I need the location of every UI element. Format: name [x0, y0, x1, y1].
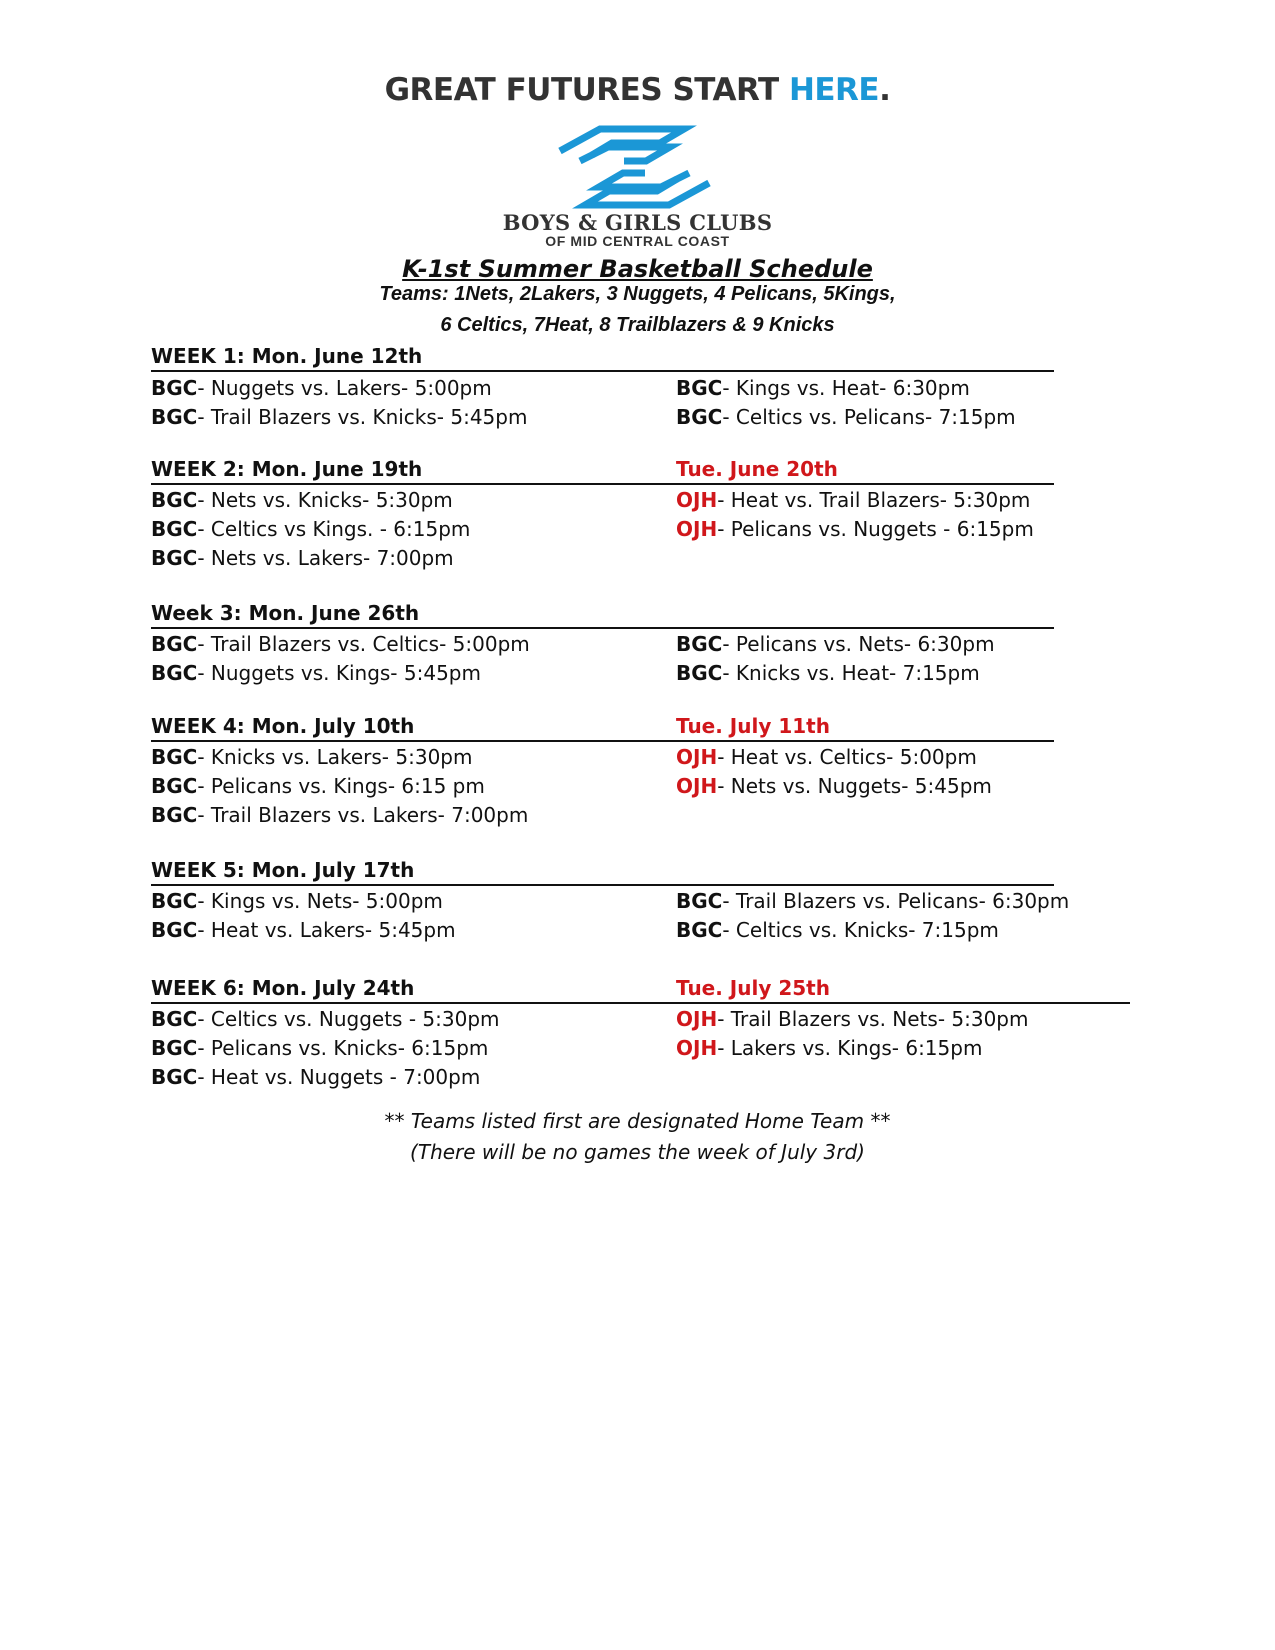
game-location: BGC	[151, 1007, 198, 1031]
tagline-main: GREAT FUTURES START	[384, 72, 789, 108]
game-entry	[151, 918, 456, 942]
game-entry	[151, 774, 485, 798]
week-title: WEEK 1: Mon. June 12th	[151, 344, 423, 368]
teams-line-1: Teams: 1Nets, 2Lakers, 3 Nuggets, 4 Pelicans, 5Kings,	[379, 283, 896, 305]
game-entry	[676, 1036, 982, 1060]
week-title: WEEK 6: Mon. July 24th	[151, 976, 415, 1000]
game-location: OJH	[676, 774, 718, 798]
game-entry	[676, 376, 970, 400]
game-text: - Trail Blazers vs. Celtics- 5:00pm	[197, 632, 530, 656]
game-text: - Trail Blazers vs. Knicks- 5:45pm	[197, 405, 528, 429]
game-text: - Celtics vs. Nuggets - 5:30pm	[197, 1007, 500, 1031]
game-text: - Celtics vs. Knicks- 7:15pm	[722, 918, 999, 942]
game-text: - Nuggets vs. Lakers- 5:00pm	[197, 376, 492, 400]
game-location: OJH	[676, 745, 718, 769]
game-entry	[676, 918, 999, 942]
game-text: - Kings vs. Nets- 5:00pm	[197, 889, 443, 913]
week-title: Week 3: Mon. June 26th	[151, 601, 420, 625]
game-location: BGC	[151, 517, 198, 541]
game-text: - Heat vs. Nuggets - 7:00pm	[197, 1065, 481, 1089]
game-entry	[151, 632, 530, 656]
game-entry	[676, 632, 995, 656]
game-text: - Trail Blazers vs. Lakers- 7:00pm	[197, 803, 529, 827]
game-location: OJH	[676, 488, 718, 512]
boys-girls-clubs-logo-icon	[552, 125, 717, 210]
game-entry	[151, 803, 528, 827]
week-header	[151, 601, 1054, 629]
game-text: - Lakers vs. Kings- 6:15pm	[717, 1036, 983, 1060]
game-entry	[676, 889, 1069, 913]
game-location: BGC	[151, 889, 198, 913]
week-title: WEEK 5: Mon. July 17th	[151, 858, 415, 882]
org-subtitle: OF MID CENTRAL COAST	[545, 233, 730, 249]
org-name: BOYS & GIRLS CLUBS	[502, 210, 773, 235]
game-location: BGC	[151, 774, 198, 798]
game-entry	[676, 774, 992, 798]
game-entry	[676, 488, 1030, 512]
game-entry	[151, 376, 492, 400]
page-title: K-1st Summer Basketball Schedule	[402, 255, 873, 283]
game-text: - Nuggets vs. Kings- 5:45pm	[197, 661, 481, 685]
teams-line-2: 6 Celtics, 7Heat, 8 Trailblazers & 9 Knicks	[440, 314, 835, 336]
week-header	[151, 457, 1054, 485]
home-team-note: ** Teams listed first are designated Home Team **	[384, 1109, 891, 1133]
tagline-end: .	[879, 72, 891, 108]
game-text: - Heat vs. Lakers- 5:45pm	[197, 918, 456, 942]
game-text: - Nets vs. Lakers- 7:00pm	[197, 546, 454, 570]
game-entry	[676, 405, 1016, 429]
tagline	[0, 72, 1275, 108]
game-entry	[676, 661, 980, 685]
game-text: - Kings vs. Heat- 6:30pm	[722, 376, 970, 400]
week-right-title: Tue. June 20th	[676, 457, 838, 481]
game-text: - Knicks vs. Lakers- 5:30pm	[197, 745, 473, 769]
game-location: BGC	[676, 405, 723, 429]
game-text: - Celtics vs Kings. - 6:15pm	[197, 517, 471, 541]
game-text: - Pelicans vs. Knicks- 6:15pm	[197, 1036, 489, 1060]
game-entry	[676, 517, 1034, 541]
week-header	[151, 344, 1054, 372]
game-entry	[676, 745, 977, 769]
game-text: - Pelicans vs. Nuggets - 6:15pm	[717, 517, 1034, 541]
week-header	[151, 858, 1054, 886]
week-right-title: Tue. July 11th	[676, 714, 830, 738]
game-text: - Pelicans vs. Kings- 6:15 pm	[197, 774, 485, 798]
tagline-accent: HERE	[788, 72, 880, 108]
game-text: - Heat vs. Celtics- 5:00pm	[717, 745, 977, 769]
game-location: BGC	[151, 632, 198, 656]
game-location: BGC	[676, 632, 723, 656]
game-location: BGC	[151, 1065, 198, 1089]
game-location: BGC	[151, 546, 198, 570]
week-title: WEEK 2: Mon. June 19th	[151, 457, 423, 481]
week-right-title: Tue. July 25th	[676, 976, 830, 1000]
game-text: - Trail Blazers vs. Nets- 5:30pm	[717, 1007, 1029, 1031]
game-location: BGC	[151, 376, 198, 400]
game-text: - Knicks vs. Heat- 7:15pm	[722, 661, 980, 685]
game-location: BGC	[151, 405, 198, 429]
game-location: OJH	[676, 517, 718, 541]
game-location: OJH	[676, 1007, 718, 1031]
game-entry	[151, 1065, 480, 1089]
game-text: - Nets vs. Nuggets- 5:45pm	[717, 774, 992, 798]
game-text: - Trail Blazers vs. Pelicans- 6:30pm	[722, 889, 1070, 913]
week-header	[151, 976, 1130, 1004]
game-text: - Heat vs. Trail Blazers- 5:30pm	[717, 488, 1031, 512]
game-location: BGC	[151, 918, 198, 942]
game-text: - Nets vs. Knicks- 5:30pm	[197, 488, 453, 512]
game-location: BGC	[151, 803, 198, 827]
game-entry	[151, 1036, 488, 1060]
game-location: BGC	[676, 376, 723, 400]
game-entry	[151, 517, 470, 541]
game-text: - Celtics vs. Pelicans- 7:15pm	[722, 405, 1016, 429]
game-location: BGC	[676, 889, 723, 913]
game-entry	[151, 745, 472, 769]
game-location: BGC	[676, 661, 723, 685]
week-header	[151, 714, 1054, 742]
game-entry	[151, 405, 527, 429]
game-location: BGC	[151, 661, 198, 685]
week-title: WEEK 4: Mon. July 10th	[151, 714, 415, 738]
game-text: - Pelicans vs. Nets- 6:30pm	[722, 632, 995, 656]
game-location: OJH	[676, 1036, 718, 1060]
game-entry	[151, 661, 481, 685]
game-location: BGC	[151, 488, 198, 512]
game-location: BGC	[151, 1036, 198, 1060]
game-location: BGC	[676, 918, 723, 942]
game-entry	[676, 1007, 1029, 1031]
game-entry	[151, 488, 453, 512]
game-entry	[151, 546, 454, 570]
no-games-note: (There will be no games the week of July 3rd)	[410, 1140, 865, 1164]
game-location: BGC	[151, 745, 198, 769]
game-entry	[151, 889, 443, 913]
game-entry	[151, 1007, 500, 1031]
